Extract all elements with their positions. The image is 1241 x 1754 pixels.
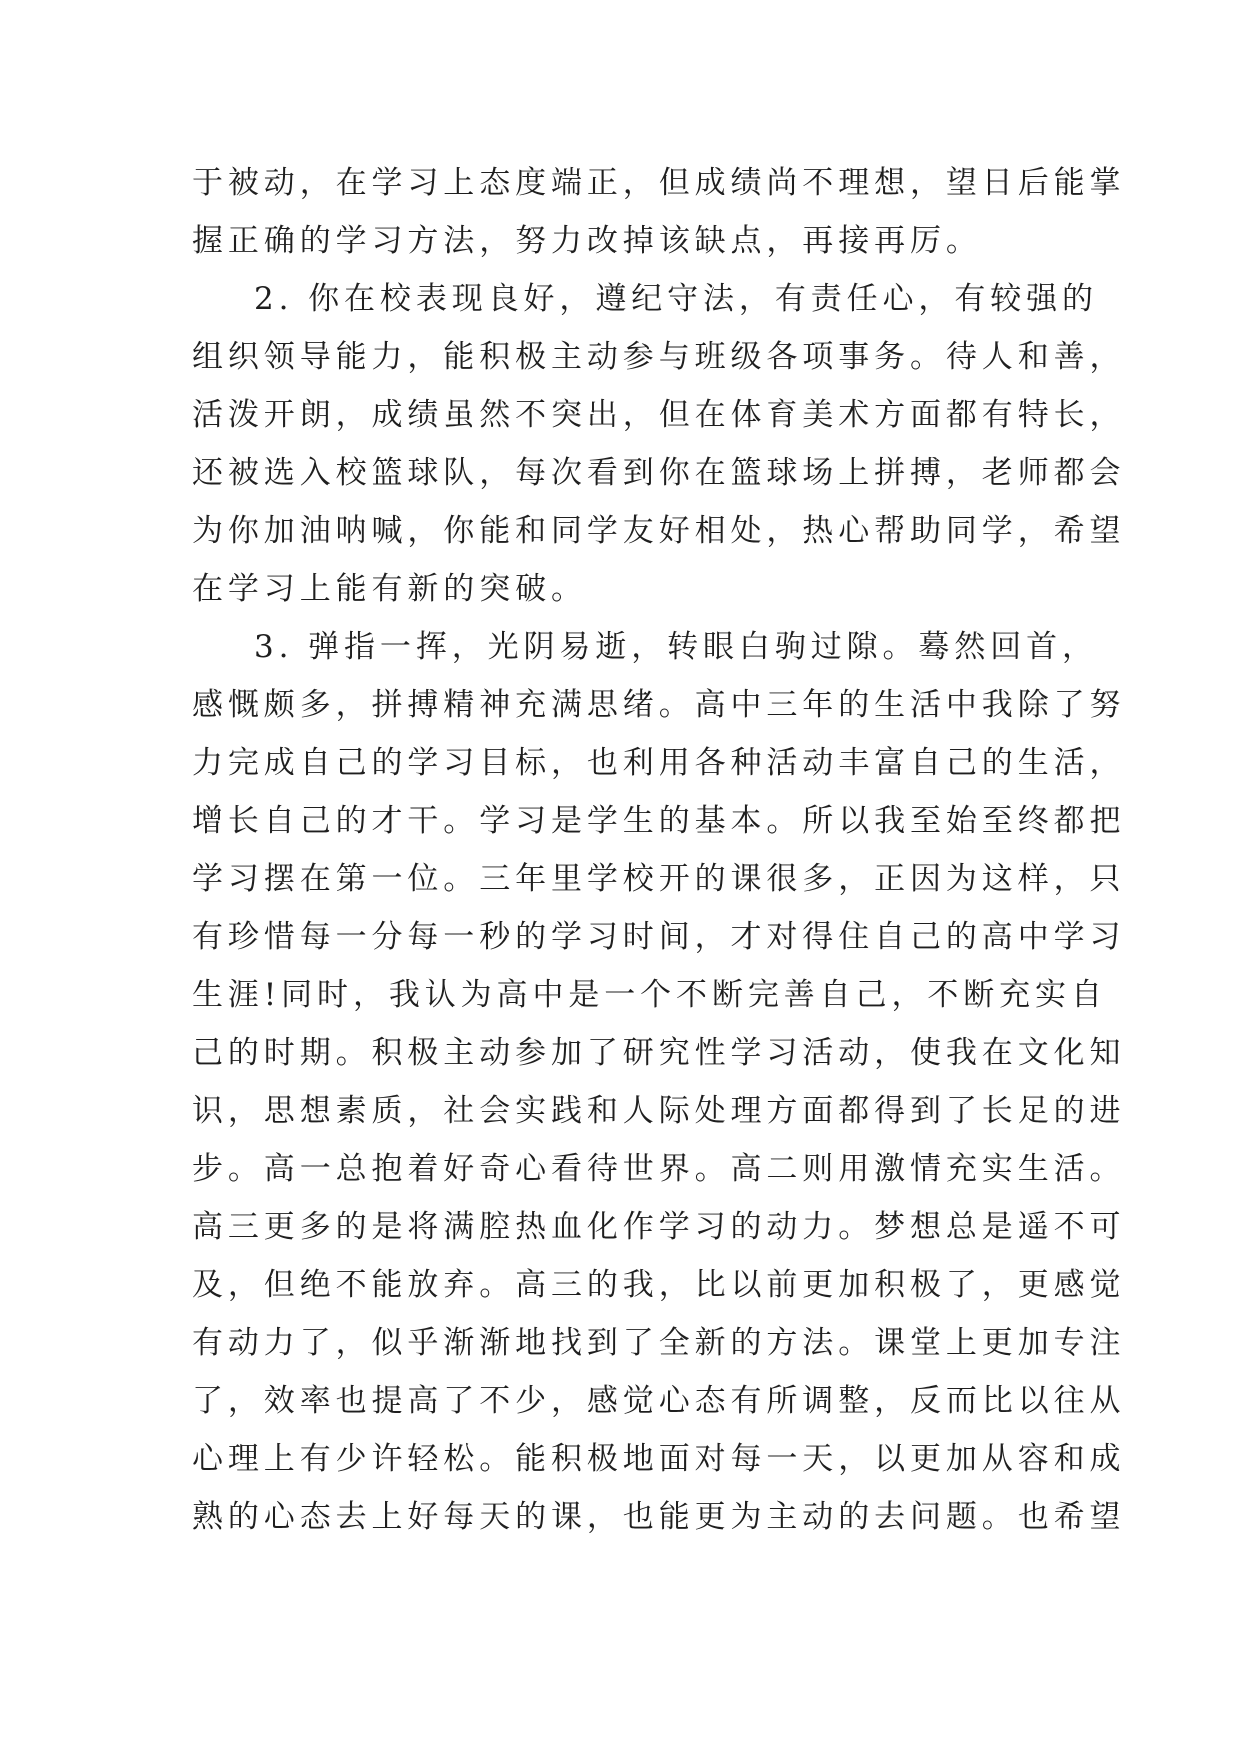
text-line: 高三更多的是将满腔热血化作学习的动力。梦想总是遥不可 xyxy=(192,1209,1126,1245)
text-line: 为你加油呐喊，你能和同学友好相处，热心帮助同学，希望 xyxy=(192,513,1126,549)
text-line: 增长自己的才干。学习是学生的基本。所以我至始至终都把 xyxy=(192,803,1126,839)
text-line: 感慨颇多，拼搏精神充满思绪。高中三年的生活中我除了努 xyxy=(192,687,1126,723)
text-line: 活泼开朗，成绩虽然不突出，但在体育美术方面都有特长， xyxy=(192,397,1126,433)
text-line: 识，思想素质，社会实践和人际处理方面都得到了长足的进 xyxy=(192,1093,1126,1129)
paragraph-start-line: 3. 弹指一挥，光阴易逝，转眼白驹过隙。蓦然回首， xyxy=(254,629,1098,665)
text-line: 心理上有少许轻松。能积极地面对每一天，以更加从容和成 xyxy=(192,1441,1126,1477)
text-line: 学习摆在第一位。三年里学校开的课很多，正因为这样，只 xyxy=(192,861,1126,897)
paragraph-start-line: 2. 你在校表现良好，遵纪守法，有责任心，有较强的 xyxy=(254,281,1098,317)
text-line: 有珍惜每一分每一秒的学习时间，才对得住自己的高中学习 xyxy=(192,919,1126,955)
text-line: 有动力了，似乎渐渐地找到了全新的方法。课堂上更加专注 xyxy=(192,1325,1126,1361)
text-line: 力完成自己的学习目标，也利用各种活动丰富自己的生活， xyxy=(192,745,1126,781)
text-line: 生涯!同时，我认为高中是一个不断完善自己，不断充实自 xyxy=(192,977,1107,1013)
text-line: 组织领导能力，能积极主动参与班级各项事务。待人和善， xyxy=(192,339,1126,375)
text-line: 己的时期。积极主动参加了研究性学习活动，使我在文化知 xyxy=(192,1035,1126,1071)
text-line: 步。高一总抱着好奇心看待世界。高二则用激情充实生活。 xyxy=(192,1151,1126,1187)
text-line: 熟的心态去上好每天的课，也能更为主动的去问题。也希望 xyxy=(192,1499,1126,1535)
text-line: 及，但绝不能放弃。高三的我，比以前更加积极了，更感觉 xyxy=(192,1267,1126,1303)
text-line: 还被选入校篮球队，每次看到你在篮球场上拼搏，老师都会 xyxy=(192,455,1126,491)
text-line: 于被动，在学习上态度端正，但成绩尚不理想，望日后能掌 xyxy=(192,165,1126,201)
text-line: 在学习上能有新的突破。 xyxy=(192,571,587,607)
body-text xyxy=(192,154,1126,1546)
text-line: 握正确的学习方法，努力改掉该缺点，再接再厉。 xyxy=(192,223,982,259)
text-line: 了，效率也提高了不少，感觉心态有所调整，反而比以往从 xyxy=(192,1383,1126,1419)
